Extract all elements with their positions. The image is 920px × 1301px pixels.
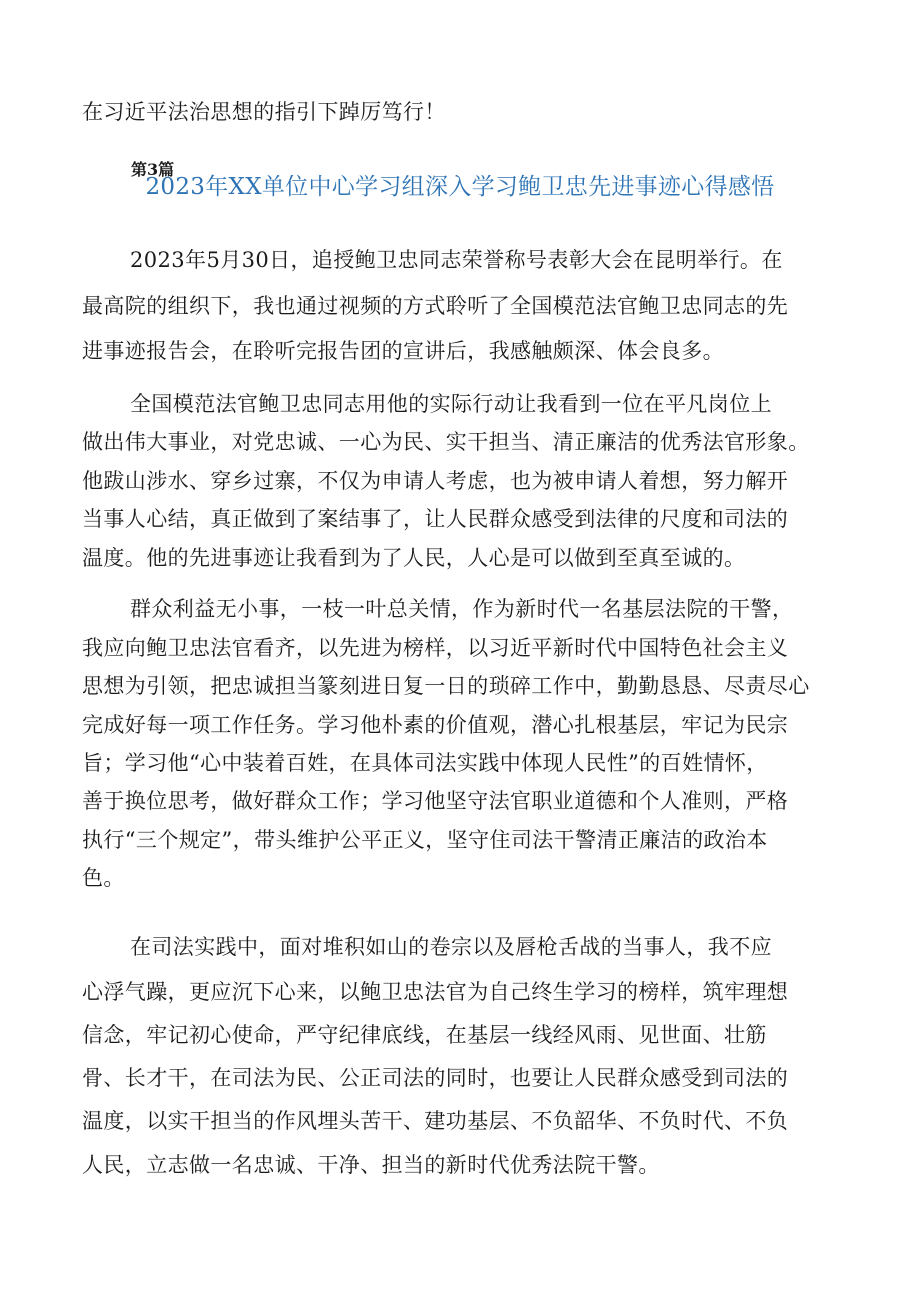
- paragraph-line: 群众利益无小事，一枝一叶总关情，作为新时代一名基层法院的干警，: [130, 597, 794, 621]
- paragraph-line: 我应向鲍卫忠法官看齐，以先进为榜样，以习近平新时代中国特色社会主义: [82, 636, 789, 660]
- paragraph-line: 色。: [82, 866, 125, 890]
- paragraph-line: 人民，立志做一名忠诚、干净、担当的新时代优秀法院干警。: [82, 1153, 660, 1177]
- carryover-line: 在习近平法治思想的指引下踔厉笃行！: [82, 100, 446, 124]
- paragraph-line: 在司法实践中，面对堆积如山的卷宗以及唇枪舌战的当事人，我不应: [130, 935, 772, 959]
- document-title: 2023年XX单位中心学习组深入学习鲍卫忠先进事迹心得感悟: [145, 174, 775, 200]
- paragraph-line: 骨、长才干，在司法为民、公正司法的同时，也要让人民群众感受到司法的: [82, 1066, 789, 1090]
- paragraph-line: 旨；学习他“心中装着百姓，在具体司法实践中体现人民性”的百姓情怀，: [82, 751, 768, 775]
- paragraph-line: 心浮气躁，更应沉下心来，以鲍卫忠法官为自己终生学习的榜样，筑牢理想: [82, 980, 789, 1004]
- paragraph-line: 善于换位思考，做好群众工作；学习他坚守法官职业道德和个人准则，严格: [82, 789, 789, 813]
- paragraph-line: 进事迹报告会，在聆听完报告团的宣讲后，我感触颇深、体会良多。: [82, 339, 724, 363]
- paragraph-line: 思想为引领，把忠诚担当篆刻进日复一日的琐碎工作中，勤勤恳恳、尽责尽心: [82, 674, 810, 698]
- paragraph-line: 他跋山涉水、穿乡过寨，不仅为申请人考虑，也为被申请人着想，努力解开: [82, 469, 789, 493]
- paragraph-line: 温度。他的先进事迹让我看到为了人民，人心是可以做到至真至诚的。: [82, 546, 746, 570]
- paragraph-line: 温度，以实干担当的作风埋头苦干、建功基层、不负韶华、不负时代、不负: [82, 1109, 789, 1133]
- paragraph-line: 2023年5月30日，追授鲍卫忠同志荣誉称号表彰大会在昆明举行。在: [130, 248, 783, 272]
- paragraph-line: 做出伟大事业，对党忠诚、一心为民、实干担当、清正廉洁的优秀法官形象。: [82, 430, 810, 454]
- section-label: 第3篇: [131, 160, 175, 179]
- paragraph-line: 完成好每一项工作任务。学习他朴素的价值观，潜心扎根基层，牢记为民宗: [82, 713, 789, 737]
- paragraph-line: 当事人心结，真正做到了案结事了，让人民群众感受到法律的尺度和司法的: [82, 507, 789, 531]
- paragraph-line: 执行“三个规定”，带头维护公平正义，坚守住司法干警清正廉洁的政治本: [82, 828, 768, 852]
- paragraph-line: 信念，牢记初心使命，严守纪律底线，在基层一线经风雨、见世面、壮筋: [82, 1023, 767, 1047]
- paragraph-line: 全国模范法官鲍卫忠同志用他的实际行动让我看到一位在平凡岗位上: [130, 392, 772, 416]
- paragraph-line: 最高院的组织下，我也通过视频的方式聆听了全国模范法官鲍卫忠同志的先: [82, 294, 789, 318]
